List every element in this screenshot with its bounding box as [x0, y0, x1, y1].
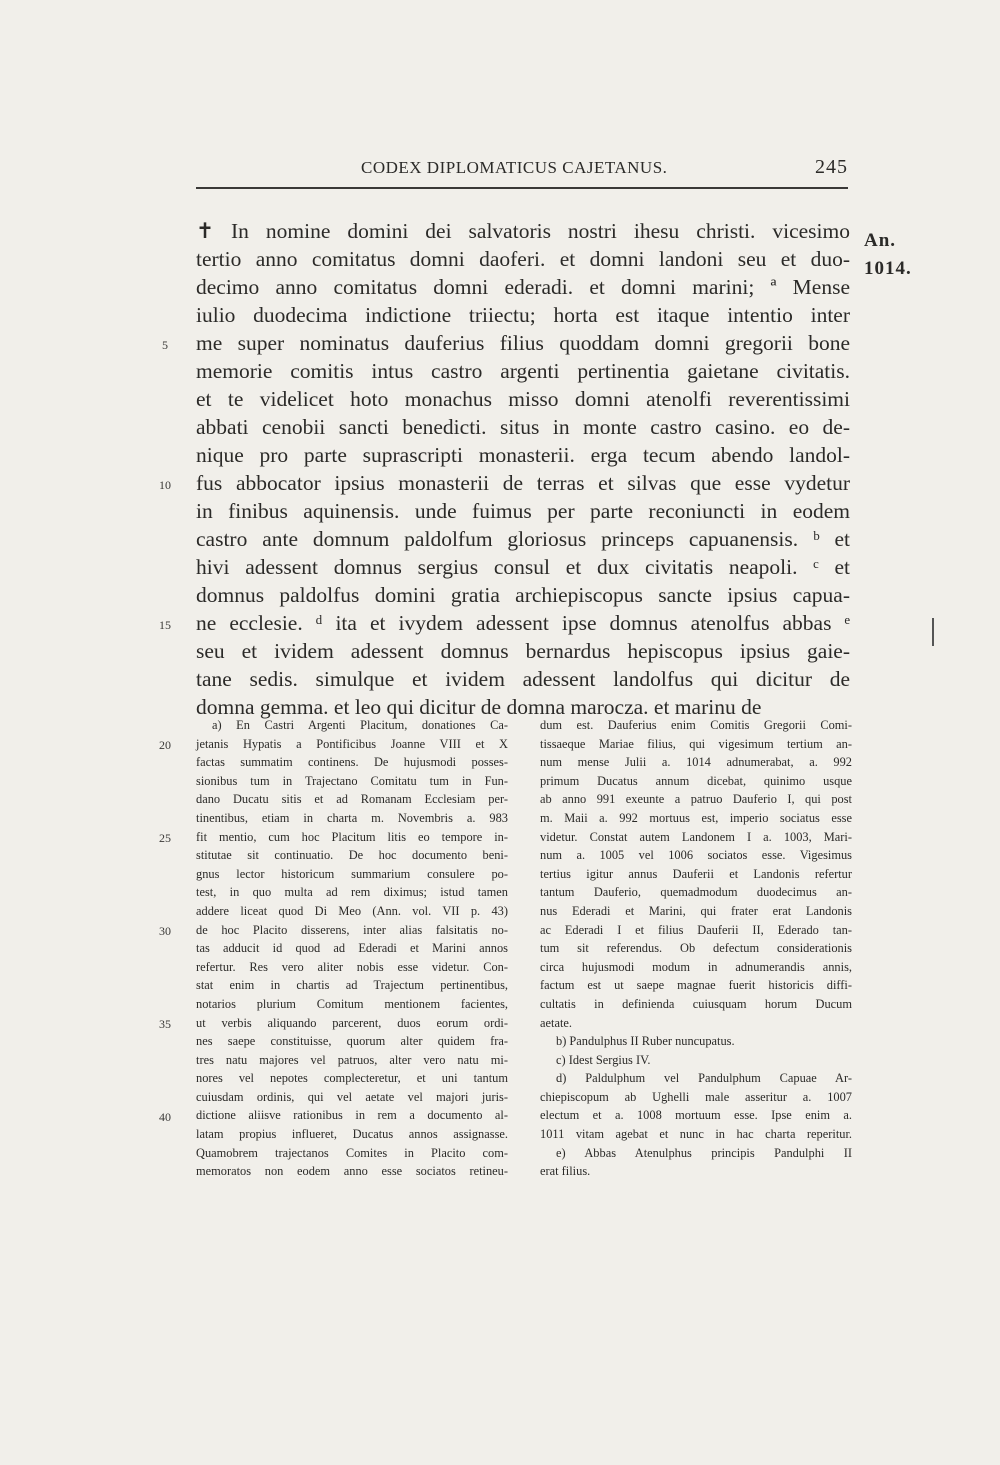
footnote-line: tres natu majores vel patruos, alter vero natu mi-	[196, 1052, 508, 1067]
margin-mark	[932, 618, 934, 646]
footnote-line: 1011 vitam agebat et nunc in hac charta reperitur.	[540, 1127, 852, 1142]
footnote-line: addere liceat quod Di Meo (Ann. vol. VII p. 43)	[196, 903, 508, 918]
footnote-line: a) En Castri Argenti Placitum, donationes Ca-	[212, 718, 508, 732]
footnote-line: m. Maii a. 992 mortuus est, imperio sociatus esse	[540, 810, 852, 825]
body-line: iulio duodecima indictione triiectu; horta est itaque intentio inter	[196, 303, 850, 327]
footnote-line: fit mentio, cum hoc Placitum litis eo tempore in-	[196, 829, 508, 844]
line-number: 15	[159, 618, 171, 632]
line-number: 35	[159, 1017, 171, 1031]
body-line: decimo anno comitatus domni ederadi. et domni marini; ª Mense	[196, 275, 850, 299]
footnote-line: nes saepe constituisse, quorum alter quidem fra-	[196, 1034, 508, 1049]
footnote-line: erat filius.	[540, 1164, 591, 1179]
footnote-line: aetate.	[540, 1015, 572, 1030]
footnote-line: factas summatim continens. De hujusmodi posses-	[196, 755, 508, 770]
footnote-line: electum et a. 1008 mortuum esse. Ipse enim a.	[540, 1108, 852, 1123]
footnotes-right-column	[540, 716, 852, 1181]
footnote-line: de hoc Placito disserens, inter alias falsitatis no-	[196, 922, 508, 937]
line-number: 30	[159, 924, 171, 938]
footnote-line: ac Ederadi I et filius Dauferii II, Ederado tan-	[540, 922, 852, 937]
footnote-line: tissaeque Mariae filius, qui vigesimum tertium an-	[540, 736, 852, 751]
footnote-line: tantum Dauferio, quemadmodum duodecimus an-	[540, 885, 852, 900]
footnote-line: stitutae sit continuatio. De hoc documento beni-	[196, 848, 508, 863]
footnote-line: nus Ederadi et Marini, qui frater erat Landonis	[540, 903, 852, 918]
body-line: nique pro parte suprascripti monasterii. erga tecum abendo landol-	[196, 443, 850, 467]
footnote-line: tum sit referendus. Ob defectum considerationis	[540, 941, 852, 956]
line-number: 20	[159, 738, 171, 752]
line-number: 40	[159, 1110, 171, 1124]
body-line: me super nominatus dauferius filius quoddam domni gregorii bone	[196, 331, 850, 355]
running-head	[196, 158, 848, 184]
footnote-line: stat enim in chartis ad Trajectum pertinentibus,	[196, 978, 508, 993]
footnotes-left-column	[196, 716, 508, 1181]
body-line: tane sedis. simulque et ividem adessent landolfus qui dicitur de	[196, 667, 850, 691]
footnote-line: dictione aliisve rationibus in rem a documento al-	[196, 1108, 508, 1123]
footnote-line: tinentibus, etiam in charta m. Novembris a. 983	[196, 810, 508, 825]
footnote-line: Quamobrem trajectanos Comites in Placito com-	[196, 1145, 508, 1160]
body-line: et te videlicet hoto monachus misso domni atenolfi reverentissimi	[196, 387, 850, 411]
body-line: seu et ividem adessent domnus bernardus hepiscopus ipsius gaie-	[196, 639, 850, 663]
footnote-line: dano Ducatu sitis et ad Romanam Ecclesiam per-	[196, 792, 508, 807]
footnote-line: cuiusdam ordinis, qui vel aetate vel majori juris-	[196, 1089, 508, 1104]
body-line: ✝ In nomine domini dei salvatoris nostri ihesu christi. vicesimo	[196, 219, 850, 243]
body-line: in finibus aquinensis. unde fuimus per parte reconiuncti in eodem	[196, 499, 850, 523]
footnote-line: jetanis Hypatis a Pontificibus Joanne VIII et X	[196, 736, 508, 751]
line-number: 10	[159, 478, 171, 492]
footnote-line: videtur. Constat autem Landonem I a. 1003, Mari-	[540, 829, 852, 844]
line-number: 5	[162, 338, 168, 352]
footnote-line: chiepiscopum ab Ughelli male asseritur a. 1007	[540, 1089, 852, 1104]
footnote-line: num mense Julii a. 1014 adnumerabat, a. 992	[540, 755, 852, 770]
margin-year-label: An.	[864, 230, 897, 251]
footnote-line: num a. 1005 vel 1006 sociatos esse. Vigesimus	[540, 848, 852, 863]
body-line: abbati cenobii sancti benedicti. situs in monte castro casino. eo de-	[196, 415, 850, 439]
footnote-line: e) Abbas Atenulphus principis Pandulphi II	[556, 1145, 852, 1160]
footnote-line: ab anno 991 exeunte a patruo Dauferio I, qui post	[540, 792, 852, 807]
footnote-line: c) Idest Sergius IV.	[556, 1052, 651, 1067]
running-title: CODEX DIPLOMATICUS CAJETANUS.	[361, 158, 668, 177]
body-line: domnus paldolfus domini gratia archiepiscopus sancte ipsius capua-	[196, 583, 850, 607]
body-line: castro ante domnum paldolfum gloriosus princeps capuanensis. ᵇ et	[196, 527, 850, 551]
footnote-line: notarios plurium Comitum mentionem facientes,	[196, 996, 508, 1011]
footnote-line: b) Pandulphus II Ruber nuncupatus.	[556, 1034, 735, 1049]
footnote-line: tas adducit id quod ad Ederadi et Marini annos	[196, 941, 508, 956]
footnote-line: refertur. Res vero aliter nobis esse videtur. Con-	[196, 959, 508, 974]
footnote-line: memoratos non eodem anno esse sociatos retineu-	[196, 1164, 508, 1179]
footnote-line: ut verbis aliquando parcerent, duos eorum ordi-	[196, 1015, 508, 1030]
footnote-line: d) Paldulphum vel Pandulphum Capuae Ar-	[556, 1071, 852, 1086]
footnote-line: sionibus tum in Trajectano Comitatu tum in Fun-	[196, 773, 508, 788]
footnote-line: circa hujusmodi modum in adnumerandis annis,	[540, 959, 852, 974]
footnote-line: factum est ut saepe magnae fuerit historicis diffi-	[540, 978, 852, 993]
footnote-line: tertius igitur annus Dauferii et Landonis refertur	[540, 866, 852, 881]
footnote-line: gnus lector historicum summarium consulere po-	[196, 866, 508, 881]
page-number: 245	[815, 156, 848, 178]
footnote-line: primum Ducatus annum dicebat, quinimo usque	[540, 773, 852, 788]
body-line: memorie comitis intus castro argenti pertinentia gaietane civitatis.	[196, 359, 850, 383]
footnote-line: nores vel nepotes complecteretur, et uni tantum	[196, 1071, 508, 1086]
body-line: ne ecclesie. ᵈ ita et ivydem adessent ipse domnus atenolfus abbas ᵉ	[196, 611, 850, 635]
body-line: domna gemma. et leo qui dicitur de domna marocza. et marinu de	[196, 695, 762, 719]
footnote-line: latam propius influeret, Ducatus annos assignasse.	[196, 1127, 508, 1142]
footnote-line: cultatis in definienda cuiusquam horum Ducum	[540, 996, 852, 1011]
margin-year-value: 1014.	[864, 258, 912, 279]
line-number: 25	[159, 831, 171, 845]
body-line: tertio anno comitatus domni daoferi. et domni landoni seu et duo-	[196, 247, 850, 271]
footnote-line: test, in quo multa ad rem diximus; istud tamen	[196, 885, 508, 900]
footnote-line: dum est. Dauferius enim Comitis Gregorii Comi-	[540, 718, 852, 732]
body-line: fus abbocator ipsius monasterii de terras et silvas que esse vydetur	[196, 471, 850, 495]
header-rule	[196, 187, 848, 189]
body-line: hivi adessent domnus sergius consul et dux civitatis neapoli. ᶜ et	[196, 555, 850, 579]
